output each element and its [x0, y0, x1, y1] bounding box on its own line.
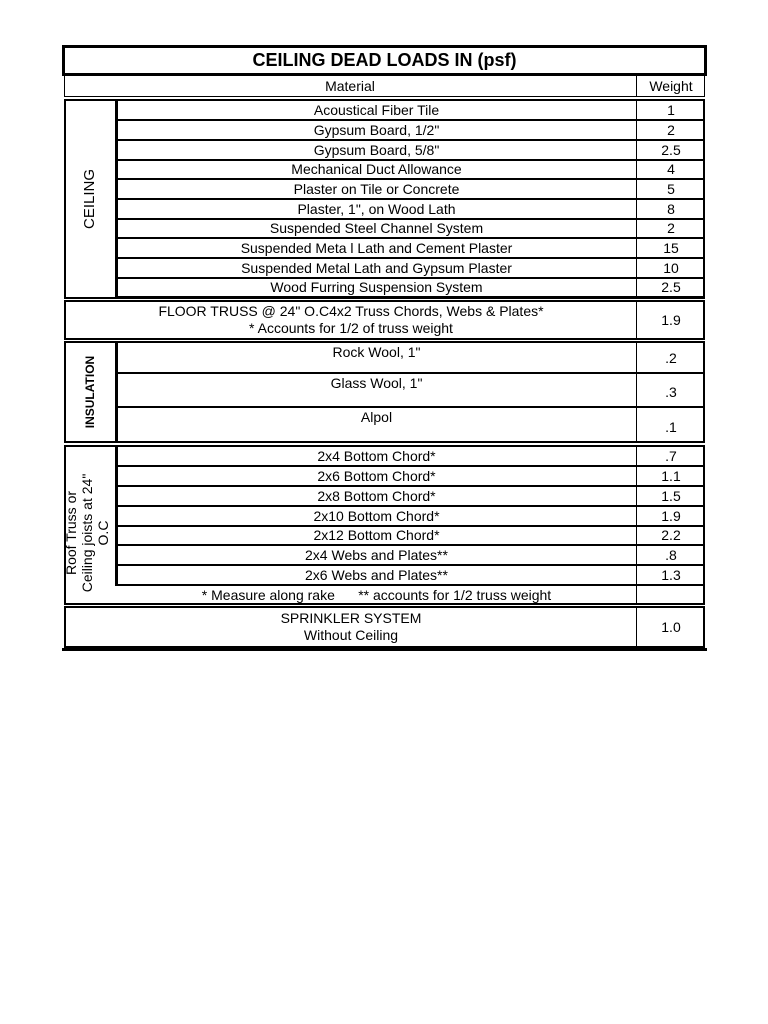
header-weight: Weight — [649, 77, 693, 94]
floor-truss-line1: FLOOR TRUSS @ 24" O.C4x2 Truss Chords, Webs & Plates* — [158, 303, 544, 319]
insulation-material: Alpol — [360, 409, 393, 425]
insulation-weight: .1 — [665, 419, 677, 435]
insulation-weight: .2 — [665, 350, 677, 366]
ceiling-label: CEILING — [81, 169, 98, 230]
insulation-material: Glass Wool, 1" — [330, 375, 423, 391]
roof-truss-material: 2x8 Bottom Chord* — [317, 487, 436, 504]
roof-truss-material: 2x6 Bottom Chord* — [317, 467, 436, 484]
ceiling-weight: 4 — [667, 161, 675, 177]
roof-truss-note: * Measure along rake ** accounts for 1/2 truss weight — [201, 587, 552, 603]
insulation-material: Rock Wool, 1" — [332, 344, 421, 360]
roof-truss-label-line1: Roof Truss or — [63, 490, 79, 576]
bottom-rule — [62, 648, 707, 651]
ceiling-material: Suspended Meta l Lath and Cement Plaster — [240, 239, 513, 256]
ceiling-weight: 10 — [663, 259, 679, 276]
ceiling-weight: 15 — [663, 239, 679, 256]
roof-truss-material: 2x12 Bottom Chord* — [313, 527, 440, 543]
ceiling-material: Gypsum Board, 1/2" — [313, 121, 440, 138]
sprinkler-weight: 1.0 — [661, 618, 681, 635]
sprinkler-line1: SPRINKLER SYSTEM — [280, 610, 422, 626]
insulation-label: INSULATION — [83, 355, 97, 429]
ceiling-material: Gypsum Board, 5/8" — [313, 141, 440, 158]
floor-truss-weight: 1.9 — [661, 311, 681, 328]
ceiling-material: Plaster on Tile or Concrete — [293, 180, 460, 197]
roof-truss-weight: .8 — [665, 546, 677, 563]
roof-truss-weight: .7 — [665, 447, 677, 464]
roof-truss-material: 2x10 Bottom Chord* — [313, 507, 440, 524]
roof-truss-weight: 1.9 — [661, 507, 681, 524]
table-title: CEILING DEAD LOADS IN (psf) — [252, 50, 517, 70]
insulation-weight: .3 — [665, 384, 677, 400]
ceiling-weight: 8 — [667, 200, 675, 217]
roof-truss-label — [63, 443, 117, 623]
ceiling-material: Wood Furring Suspension System — [270, 279, 483, 295]
ceiling-weight: 1 — [667, 101, 675, 118]
roof-truss-material: 2x6 Webs and Plates** — [305, 566, 448, 583]
ceiling-weight: 2.5 — [661, 141, 681, 158]
roof-truss-label-line3: O.C — [95, 520, 111, 546]
ceiling-material: Suspended Metal Lath and Gypsum Plaster — [241, 259, 512, 276]
ceiling-material: Mechanical Duct Allowance — [291, 161, 462, 177]
sprinkler-text — [66, 607, 636, 647]
ceiling-material: Plaster, 1", on Wood Lath — [297, 200, 456, 217]
roof-truss-weight: 1.1 — [661, 467, 681, 484]
roof-truss-weight: 2.2 — [661, 527, 681, 543]
ceiling-material: Acoustical Fiber Tile — [313, 101, 440, 118]
ceiling-weight: 2 — [667, 220, 675, 236]
header-material: Material — [325, 77, 375, 94]
roof-truss-label-line2: Ceiling joists at 24" — [79, 473, 95, 593]
ceiling-weight: 2.5 — [661, 279, 681, 295]
ceiling-weight: 5 — [667, 180, 675, 197]
floor-truss-line2: * Accounts for 1/2 of truss weight — [249, 320, 453, 336]
roof-truss-material: 2x4 Webs and Plates** — [305, 546, 448, 563]
roof-truss-weight: 1.5 — [661, 487, 681, 504]
ceiling-weight: 2 — [667, 121, 675, 138]
roof-truss-weight: 1.3 — [661, 566, 681, 583]
roof-truss-material: 2x4 Bottom Chord* — [317, 447, 436, 464]
ceiling-material: Suspended Steel Channel System — [269, 220, 484, 236]
floor-truss-text — [66, 302, 636, 338]
sprinkler-line2: Without Ceiling — [303, 627, 399, 643]
